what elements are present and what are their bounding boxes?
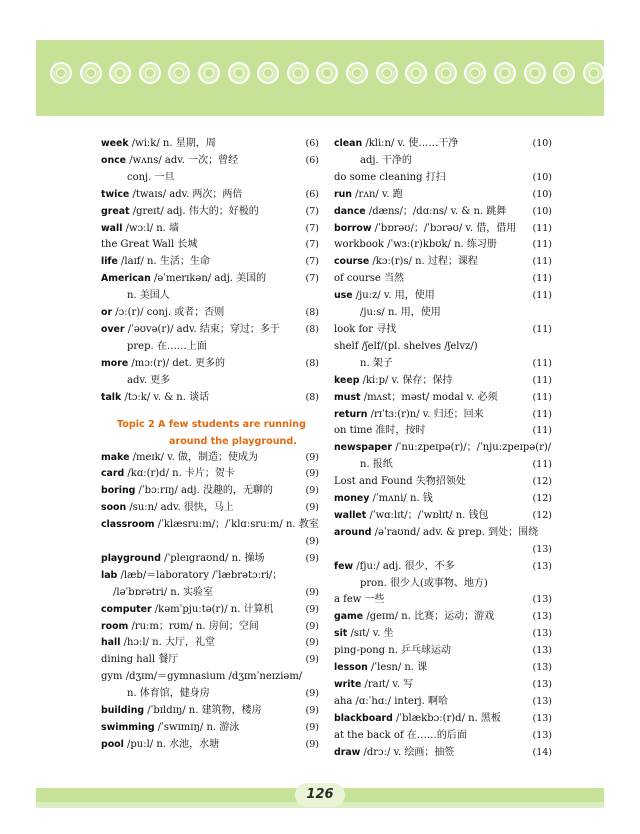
vocab-definition: /twaɪs/ adv. 两次；两倍 (129, 188, 243, 200)
left-column (101, 136, 319, 754)
vocab-definition: /hɔːl/ n. 大厅，礼堂 (120, 637, 215, 649)
vocab-word: keep (334, 374, 360, 386)
vocab-entry (334, 423, 552, 440)
vocab-word: card (101, 468, 125, 480)
vocab-entry (334, 187, 552, 204)
vocab-word: wall (101, 222, 123, 234)
vocab-word: write (334, 679, 362, 690)
vocab-definition: pron. 很少人(或事物、地方) (360, 577, 488, 589)
vocab-definition: n. 架子 (360, 357, 393, 369)
vocab-entry (101, 534, 319, 551)
vocab-entry (101, 551, 319, 568)
vocab-page-ref: (9) (305, 536, 319, 548)
vocab-page-ref: (11) (532, 391, 552, 403)
page-number: 126 (295, 783, 345, 807)
vocab-page-ref: (13) (532, 695, 552, 707)
vocab-entry (101, 254, 319, 271)
vocab-page-ref: (8) (305, 391, 319, 403)
vocab-word: American (101, 273, 151, 285)
vocab-page-ref: (11) (532, 256, 552, 268)
vocab-entry (334, 474, 552, 491)
vocab-entry (334, 271, 552, 288)
vocab-page-ref: (6) (305, 138, 319, 149)
vocab-page-ref: (7) (305, 222, 319, 234)
vocab-page-ref: (13) (532, 729, 552, 741)
ring-decoration (464, 62, 486, 84)
vocab-page-ref: (9) (305, 688, 319, 700)
vocab-page-ref: (13) (532, 628, 552, 640)
vocab-word: clean (334, 138, 363, 149)
vocab-word: more (101, 357, 129, 369)
vocab-entry (334, 305, 552, 322)
vocab-entry (101, 390, 319, 407)
vocab-page-ref: (10) (532, 171, 552, 183)
vocab-page-ref: (7) (305, 256, 319, 268)
vocab-entry (334, 626, 552, 643)
vocab-page-ref: (10) (532, 188, 552, 200)
vocab-page-ref: (10) (532, 138, 552, 149)
vocab-definition: adv. 更多 (127, 374, 171, 386)
vocab-page-ref: (8) (305, 323, 319, 335)
ring-decoration (553, 62, 575, 84)
vocab-word: once (101, 154, 127, 166)
vocab-entry (334, 592, 552, 609)
vocab-entry (101, 585, 319, 602)
vocab-page-ref: (9) (305, 468, 319, 480)
vocab-definition: /juːs/ n. 用，使用 (360, 307, 441, 319)
vocab-definition: /sɪt/ v. 坐 (347, 628, 394, 640)
vocab-definition: /ˈnuːzpeɪpə(r)/；/ˈnjuːzpeɪpə(r)/ (392, 442, 552, 454)
vocab-definition: /ˈəʊvə(r)/ adv. 结束；穿过；多于 (124, 323, 280, 335)
vocab-list-topic1 (101, 136, 319, 407)
vocab-entry (101, 204, 319, 221)
vocab-word: newspaper (334, 442, 393, 454)
ring-decoration (494, 62, 516, 84)
topic-heading: Topic 2 A few students are running (117, 418, 306, 430)
vocab-entry (101, 237, 319, 254)
vocab-page-ref: (8) (305, 307, 319, 319)
vocab-entry (334, 643, 552, 660)
vocab-definition: a few 一些 (334, 594, 385, 606)
vocab-entry (101, 619, 319, 636)
vocab-page-ref: (9) (305, 485, 319, 497)
vocab-word: talk (101, 391, 122, 403)
vocab-definition: /wʌns/ adv. 一次；曾经 (126, 154, 239, 166)
vocab-definition: workbook /ˈwɜː(r)kbʊk/ n. 练习册 (334, 239, 497, 251)
vocab-entry (101, 136, 319, 153)
vocab-definition: /ˈmʌni/ n. 钱 (369, 493, 433, 505)
vocab-definition: prep. 在……上面 (127, 340, 207, 352)
vocab-entry (101, 635, 319, 652)
vocab-page-ref: (12) (532, 509, 552, 521)
vocab-definition: /suːn/ adv. 很快，马上 (126, 502, 234, 514)
vocab-word: life (101, 256, 118, 268)
vocab-page-ref: (13) (532, 679, 552, 690)
vocab-definition: /laɪf/ n. 生活；生命 (117, 256, 210, 268)
vocab-page-ref: (13) (532, 543, 552, 555)
vocab-definition: /juːz/ v. 用，使用 (352, 290, 435, 302)
ring-decoration (257, 62, 279, 84)
vocab-entry (334, 694, 552, 711)
vocab-page-ref: (7) (305, 273, 319, 285)
vocab-definition: of course 当然 (334, 273, 404, 285)
vocab-entry (334, 288, 552, 305)
vocab-entry (101, 373, 319, 390)
vocab-entry (334, 373, 552, 390)
vocab-word: room (101, 620, 129, 632)
vocab-entry (101, 737, 319, 754)
vocab-word: or (101, 307, 113, 319)
vocab-word: boring (101, 485, 136, 497)
vocab-word: course (334, 256, 370, 268)
vocab-entry (334, 457, 552, 474)
vocab-definition: /kliːn/ v. 使……干净 (362, 138, 459, 149)
vocab-page-ref: (11) (532, 290, 552, 302)
vocab-definition: /meɪk/ v. 做，制造；使成为 (129, 451, 259, 463)
vocab-definition: /ˈwɑːlɪt/；/ˈwɒlɪt/ n. 钱包 (366, 509, 489, 521)
vocab-page-ref: (9) (305, 552, 319, 564)
vocab-definition: gym /dʒɪm/＝gymnasium /dʒɪmˈneɪziəm/ (101, 671, 303, 683)
vocab-definition: /rʌn/ v. 跑 (351, 188, 403, 200)
vocab-definition: /wiːk/ n. 星期，周 (128, 138, 216, 149)
vocab-entry (334, 136, 552, 153)
vocab-word: lab (101, 569, 118, 581)
header-banner (36, 40, 604, 116)
vocab-page-ref: (11) (532, 222, 552, 234)
vocab-entry (101, 703, 319, 720)
ring-decoration (346, 62, 368, 84)
vocab-entry (334, 237, 552, 254)
vocab-word: hall (101, 637, 121, 649)
vocab-entry (334, 390, 552, 407)
vocab-definition: /ɔː(r)/ conj. 或者；否则 (112, 307, 225, 319)
vocab-page-ref: (14) (532, 746, 552, 758)
vocab-page-ref: (6) (305, 188, 319, 200)
vocab-entry (334, 559, 552, 576)
vocab-definition: /dæns/；/dɑːns/ v. & n. 跳舞 (365, 205, 507, 217)
vocab-page-ref: (13) (532, 611, 552, 623)
ring-decoration (583, 62, 605, 84)
vocab-entry (334, 221, 552, 238)
vocab-definition: /ˈswɪmɪŋ/ n. 游泳 (154, 722, 240, 733)
vocab-word: computer (101, 603, 152, 615)
vocab-entry (334, 711, 552, 728)
vocab-definition: /tɔːk/ v. & n. 谈话 (121, 391, 210, 403)
vocab-definition: n. 体育馆，健身房 (127, 688, 210, 700)
ring-decoration (524, 62, 546, 84)
vocab-entry (334, 609, 552, 626)
vocab-page-ref: (8) (305, 357, 319, 369)
vocab-word: twice (101, 188, 130, 200)
vocab-entry (334, 542, 552, 559)
vocab-entry (334, 407, 552, 424)
vocab-page-ref: (11) (532, 459, 552, 471)
vocab-word: playground (101, 552, 161, 564)
ring-decoration (80, 62, 102, 84)
vocab-page-ref: (13) (532, 645, 552, 657)
vocab-definition: /ˈklæsruːm/；/ˈklɑːsruːm/ n. 教室 (154, 519, 319, 531)
vocab-word: game (334, 611, 364, 623)
vocab-definition: /læb/＝laboratory /ˈlæbrətɔːri/； (117, 569, 283, 581)
vocab-page-ref: (12) (532, 476, 552, 488)
vocab-page-ref: (11) (532, 273, 552, 285)
vocab-definition: /kɔː(r)s/ n. 过程；课程 (369, 256, 478, 268)
vocab-entry (101, 153, 319, 170)
vocab-definition: /ruːm；rʊm/ n. 房间；空间 (128, 620, 259, 632)
right-column (334, 136, 552, 762)
vocab-definition: /rɪˈtɜː(r)n/ v. 归还；回来 (367, 408, 484, 420)
vocab-entry (101, 602, 319, 619)
vocab-entry (334, 440, 552, 457)
vocab-entry (334, 745, 552, 762)
vocab-entry (334, 322, 552, 339)
vocab-entry (101, 450, 319, 467)
vocab-definition: /ˈbɒrəʊ/；/ˈbɔrəʊ/ v. 借，借用 (371, 222, 517, 234)
vocab-definition: look for 寻找 (334, 323, 397, 335)
vocab-definition: do some cleaning 打扫 (334, 171, 446, 183)
vocab-definition: conj. 一旦 (127, 171, 175, 183)
vocab-word: money (334, 493, 370, 505)
vocab-entry (101, 221, 319, 238)
ring-decoration (287, 62, 309, 84)
ring-decoration (168, 62, 190, 84)
vocab-word: blackboard (334, 712, 393, 724)
vocab-definition: /fjuː/ adj. 很少，不多 (353, 560, 455, 572)
vocab-page-ref: (11) (532, 374, 552, 386)
vocab-list-topic2 (101, 450, 319, 754)
decorative-rings (36, 62, 604, 92)
vocab-word: wallet (334, 509, 367, 521)
vocab-entry (334, 339, 552, 356)
vocab-entry (101, 322, 319, 339)
vocab-page-ref: (12) (532, 493, 552, 505)
vocab-entry (101, 339, 319, 356)
vocab-definition: the Great Wall 长城 (101, 239, 198, 251)
vocab-entry (101, 500, 319, 517)
vocab-definition: /raɪt/ v. 写 (361, 679, 414, 690)
vocab-definition: /ˈbɔːrɪŋ/ adj. 没趣的，无聊的 (135, 485, 273, 497)
vocab-entry (334, 576, 552, 593)
topic-heading-cont: around the playground. (169, 435, 297, 447)
vocab-definition: on time 准时，按时 (334, 425, 426, 437)
vocab-page-ref: (6) (305, 154, 319, 166)
vocab-entry (334, 660, 552, 677)
vocab-word: use (334, 290, 353, 302)
vocab-entry (101, 187, 319, 204)
vocab-page-ref: (9) (305, 637, 319, 649)
vocab-entry (101, 288, 319, 305)
vocab-word: soon (101, 502, 127, 514)
ring-decoration (139, 62, 161, 84)
vocab-entry (334, 204, 552, 221)
vocab-word: run (334, 188, 352, 200)
vocab-word: must (334, 391, 361, 403)
vocab-word: draw (334, 746, 361, 758)
vocab-page-ref: (9) (305, 603, 319, 615)
ring-decoration (50, 62, 72, 84)
vocab-entry (334, 170, 552, 187)
vocab-definition: /puːl/ n. 水池，水塘 (123, 738, 220, 750)
vocab-word: classroom (101, 519, 155, 531)
vocab-word: great (101, 205, 130, 217)
vocab-page-ref: (9) (305, 722, 319, 733)
vocab-entry (334, 677, 552, 694)
vocab-page-ref: (9) (305, 654, 319, 666)
ring-decoration (228, 62, 250, 84)
vocab-word: building (101, 705, 145, 717)
vocab-definition: /əˈraʊnd/ adv. & prep. 到处；围绕 (371, 526, 539, 538)
vocab-page-ref: (11) (532, 239, 552, 251)
vocab-definition: /ˈlesn/ n. 课 (367, 662, 428, 674)
vocab-word: week (101, 138, 129, 149)
vocab-entry (101, 568, 319, 585)
vocab-definition: /əˈmerɪkən/ adj. 美国的 (150, 273, 267, 285)
vocab-page-ref: (9) (305, 586, 319, 598)
vocab-page-ref: (11) (532, 357, 552, 369)
vocab-definition: /mɔː(r)/ det. 更多的 (128, 357, 226, 369)
vocab-word: over (101, 323, 125, 335)
vocab-word: lesson (334, 662, 368, 674)
vocab-page-ref: (9) (305, 738, 319, 750)
vocab-entry (101, 170, 319, 187)
vocab-entry (101, 305, 319, 322)
vocab-definition: /ˈbɪldɪŋ/ n. 建筑物，楼房 (144, 705, 262, 717)
vocab-word: return (334, 408, 368, 420)
vocab-definition: /ləˈbɒrətri/ n. 实验室 (113, 586, 214, 598)
vocab-page-ref: (10) (532, 205, 552, 217)
vocab-word: make (101, 451, 130, 463)
vocab-word: swimming (101, 722, 155, 733)
vocab-word: few (334, 560, 354, 572)
vocab-definition: /ˈpleɪgraʊnd/ n. 操场 (160, 552, 265, 564)
vocab-entry (334, 728, 552, 745)
vocab-page-ref: (7) (305, 239, 319, 251)
vocab-definition: /wɔːl/ n. 墙 (122, 222, 180, 234)
vocab-definition: ping-pong n. 乒乓球运动 (334, 645, 452, 657)
vocab-entry (334, 508, 552, 525)
vocab-definition: /mʌst；məst/ modal v. 必须 (360, 391, 498, 403)
vocab-definition: /ˈblækbɔː(r)d/ n. 黑板 (392, 712, 501, 724)
vocab-entry (334, 356, 552, 373)
vocab-definition: n. 报纸 (360, 459, 393, 471)
vocab-page-ref: (9) (305, 451, 319, 463)
vocab-entry (101, 517, 319, 534)
vocab-word: borrow (334, 222, 372, 234)
vocab-word: around (334, 526, 372, 538)
vocab-entry (101, 686, 319, 703)
vocab-entry (101, 271, 319, 288)
vocab-word: pool (101, 738, 124, 750)
vocab-entry (101, 466, 319, 483)
vocab-definition: /kɑː(r)d/ n. 卡片；贺卡 (124, 468, 235, 480)
vocab-definition: /kiːp/ v. 保存；保持 (359, 374, 453, 386)
vocab-list-right (334, 136, 552, 762)
vocab-definition: /kəmˈpjuːtə(r)/ n. 计算机 (151, 603, 274, 615)
vocab-entry (334, 525, 552, 542)
vocab-definition: n. 美国人 (127, 290, 170, 302)
vocab-page-ref: (13) (532, 662, 552, 674)
vocab-definition: /drɔː/ v. 绘画；抽签 (360, 746, 455, 758)
vocab-page-ref: (9) (305, 502, 319, 514)
vocab-page-ref: (13) (532, 712, 552, 724)
vocab-entry (334, 491, 552, 508)
vocab-page-ref: (9) (305, 620, 319, 632)
ring-decoration (376, 62, 398, 84)
vocab-page-ref: (13) (532, 560, 552, 572)
ring-decoration (198, 62, 220, 84)
vocab-definition: aha /ɑːˈhɑː/ interj. 啊哈 (334, 695, 449, 707)
vocab-definition: shelf /ʃelf/(pl. shelves /ʃelvz/) (334, 340, 478, 352)
vocab-definition: at the back of 在……的后面 (334, 729, 467, 741)
vocab-page-ref: (11) (532, 323, 552, 335)
vocab-page-ref: (7) (305, 205, 319, 217)
vocab-entry (101, 669, 319, 686)
vocab-entry (101, 356, 319, 373)
ring-decoration (316, 62, 338, 84)
vocab-definition: /geɪm/ n. 比赛；运动；游戏 (363, 611, 495, 623)
vocab-definition: Lost and Found 失物招领处 (334, 476, 466, 488)
vocab-entry (334, 254, 552, 271)
vocab-entry (101, 483, 319, 500)
vocab-page-ref: (11) (532, 408, 552, 420)
vocab-definition: adj. 干净的 (360, 154, 412, 166)
vocab-entry (101, 652, 319, 669)
vocab-page-ref: (9) (305, 705, 319, 717)
ring-decoration (405, 62, 427, 84)
ring-decoration (109, 62, 131, 84)
vocab-word: sit (334, 628, 348, 640)
vocab-entry (101, 720, 319, 737)
vocab-word: dance (334, 205, 366, 217)
vocab-entry (334, 153, 552, 170)
vocab-page-ref: (11) (532, 425, 552, 437)
vocab-definition: /greɪt/ adj. 伟大的；好极的 (129, 205, 259, 217)
vocab-definition: dining hall 餐厅 (101, 654, 179, 666)
vocab-page-ref: (13) (532, 594, 552, 606)
ring-decoration (435, 62, 457, 84)
